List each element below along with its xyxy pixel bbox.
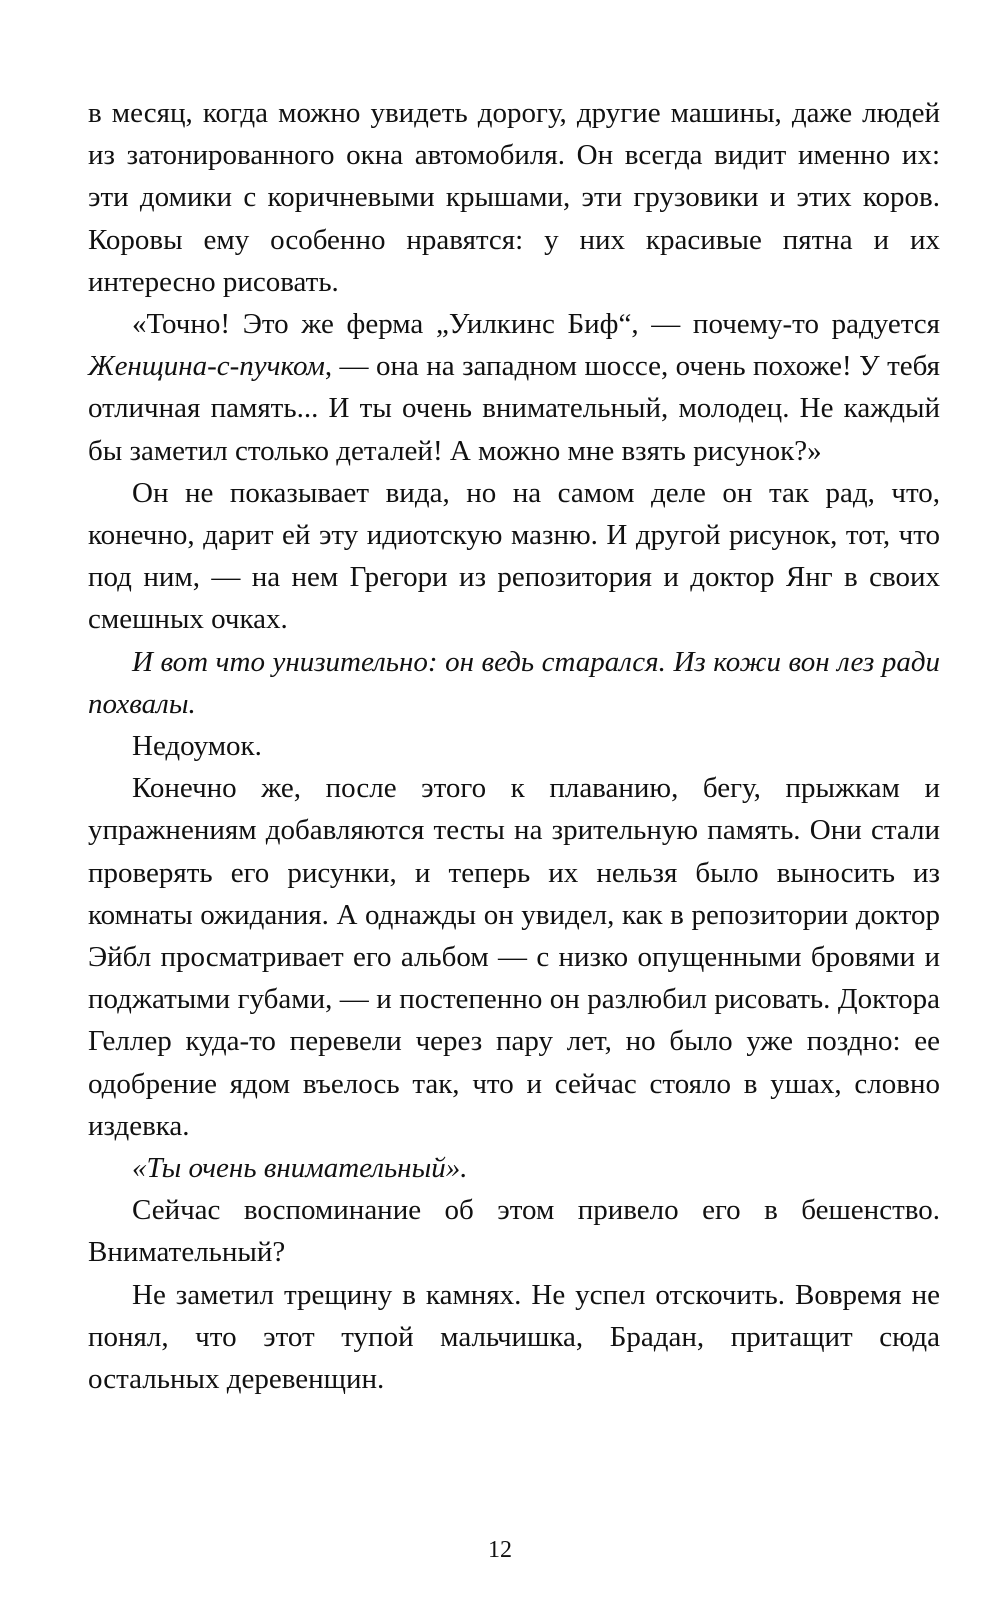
paragraph-3: Он не показывает вида, но на самом деле он так рад, что, конечно, дарит ей эту идиотскую мазню. И другой рисунок, тот, что под ним, — на нем Грегори из репозитория и доктор Янг в своих смешных очках. <box>88 476 940 636</box>
paragraph-6: Конечно же, после этого к плаванию, бегу, прыжкам и упражнениям добавляются тесты на зрительную память. Они стали проверять его рисунки, и теперь их нельзя было выносить из комнаты ожидания. А однажды он увидел, как в репозитории доктор Эйбл просматривает его альбом — с низко опущенными бровями и поджатыми губами, — и постепенно он разлюбил рисовать. Доктора Геллер куда-то перевели через пару лет, но было уже поздно: ее одобрение ядом въелось так, что и сейчас стояло в ушах, словно издевка. <box>88 772 940 1142</box>
paragraph-2 <box>88 303 940 472</box>
paragraph-9: Не заметил трещину в камнях. Не успел отскочить. Вовремя не понял, что этот тупой мальчишка, Брадан, притащит сюда остальных деревенщин. <box>88 1278 940 1396</box>
paragraph-5: Недоумок. <box>132 730 262 763</box>
paragraph-2-end: , — она на западном шоссе, очень похоже! У тебя отличная память... И ты очень внимательный, молодец. Не каждый бы заметил столько деталей! А можно мне взять рисунок?» <box>88 350 940 467</box>
page-number: 12 <box>488 1537 512 1563</box>
paragraph-4-italic: И вот что унизительно: он ведь старался. Из кожи вон лез ради похвалы. <box>88 645 940 720</box>
paragraph-7-italic-quote: «Ты очень внимательный». <box>132 1152 468 1185</box>
paragraph-2-italic-name: Женщина-с-пучком <box>88 350 325 383</box>
book-page-text <box>88 92 940 1400</box>
paragraph-8: Сейчас воспоминание об этом привело его в бешенство. Внимательный? <box>88 1194 940 1269</box>
paragraph-2-start: «Точно! Это же ферма „Уилкинс Биф“, — почему-то радуется <box>132 308 940 341</box>
paragraph-1: в месяц, когда можно увидеть дорогу, другие машины, даже людей из затонированного окна автомобиля. Он всегда видит именно их: эти домики с коричневыми крышами, эти грузовики и этих коров. Коровы ему особенно нравятся: у них красивые пятна и их интересно рисовать. <box>88 97 940 298</box>
